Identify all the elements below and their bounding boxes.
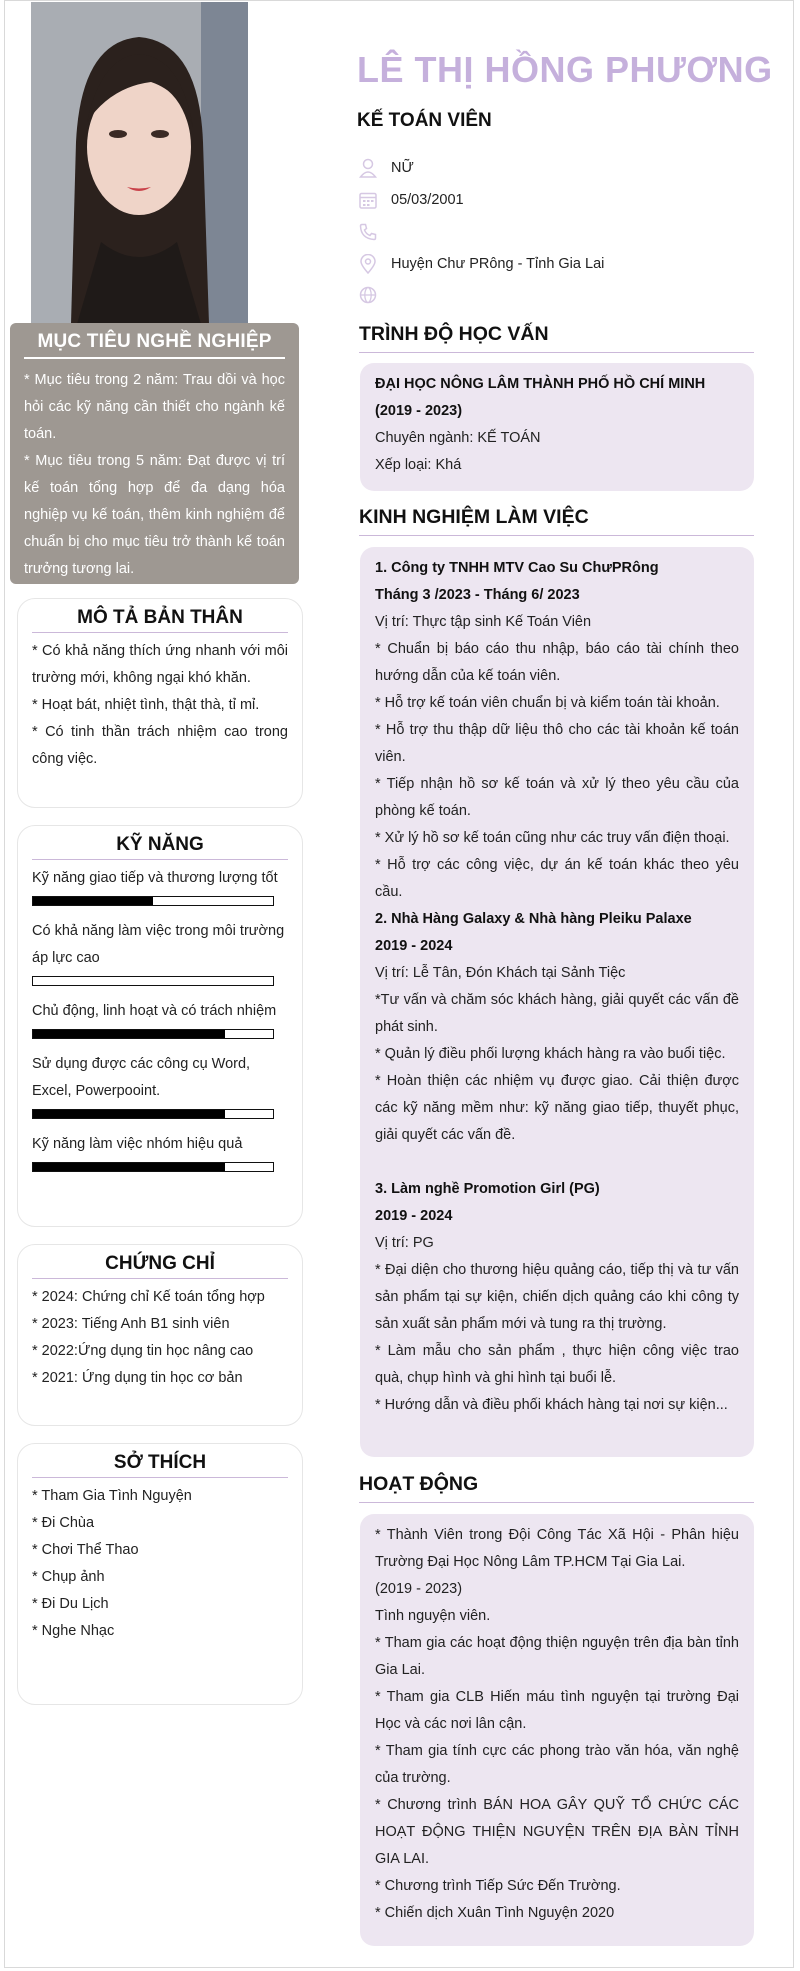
about-me-section <box>17 598 303 808</box>
hobbies-section <box>17 1443 303 1705</box>
job-company: 2. Nhà Hàng Galaxy & Nhà hàng Pleiku Palaxe <box>375 911 692 927</box>
birthdate-row <box>357 187 464 213</box>
hobby-item: * Đi Du Lịch <box>32 1596 109 1612</box>
certificates-title: CHỨNG CHỈ <box>32 1253 288 1279</box>
job-duty: * Hỗ trợ thu thập dữ liệu thô cho các tài khoản kế toán viên. <box>375 722 739 765</box>
user-icon <box>357 157 379 179</box>
job-duty: * Đại diện cho thương hiệu quảng cáo, tiếp thị và tư vấn sản phẩm tại sự kiện, chiến dịch quảng cáo khi công ty sản xuất sản phẩm mới và tung ra thị trường. <box>375 1262 739 1332</box>
skill-label: Kỹ năng giao tiếp và thương lượng tốt <box>32 870 278 886</box>
candidate-name: LÊ THỊ HỒNG PHƯƠNG <box>357 49 773 90</box>
education-title: TRÌNH ĐỘ HỌC VẤN <box>359 323 754 353</box>
about-title: MÔ TẢ BẢN THÂN <box>32 607 288 633</box>
education-years: (2019 - 2023) <box>375 403 463 419</box>
skill-item <box>32 998 288 1039</box>
activity-role: Tình nguyện viên. <box>375 1608 491 1624</box>
career-objective-section <box>10 323 299 584</box>
job-title: KẾ TOÁN VIÊN <box>357 110 492 131</box>
website-row <box>357 282 391 308</box>
skill-bar <box>32 1162 274 1172</box>
education-major: Chuyên ngành: KẾ TOÁN <box>375 430 541 446</box>
activity-years: (2019 - 2023) <box>375 1581 463 1597</box>
gender-value: NỮ <box>391 160 414 176</box>
birthdate-value: 05/03/2001 <box>391 192 464 208</box>
activities-title: HOẠT ĐỘNG <box>359 1473 754 1503</box>
job-position: Vị trí: Thực tập sinh Kế Toán Viên <box>375 614 592 630</box>
certificate-item: * 2024: Chứng chỉ Kế toán tổng hợp <box>32 1289 265 1305</box>
skill-item <box>32 918 288 986</box>
skill-label: Có khả năng làm việc trong môi trường áp lực cao <box>32 923 285 966</box>
education-grade: Xếp loại: Khá <box>375 457 462 473</box>
skill-item <box>32 865 288 906</box>
activities-box <box>360 1514 754 1946</box>
skill-bar <box>32 1029 274 1039</box>
activity-item: * Tham gia CLB Hiến máu tình nguyện tại trường Đại Học và các nơi lân cận. <box>375 1689 739 1732</box>
certificate-item: * 2023: Tiếng Anh B1 sinh viên <box>32 1316 230 1332</box>
skill-bar-fill <box>33 897 153 905</box>
hobby-item: * Chơi Thể Thao <box>32 1542 139 1558</box>
job-period: Tháng 3 /2023 - Tháng 6/ 2023 <box>375 587 580 603</box>
education-box <box>360 363 754 491</box>
job-entry <box>375 555 739 906</box>
address-value: Huyện Chư PRông - Tỉnh Gia Lai <box>391 256 605 272</box>
skills-title: KỸ NĂNG <box>32 834 288 860</box>
address-row <box>357 251 604 277</box>
skill-item <box>32 1051 288 1119</box>
skill-bar <box>32 896 274 906</box>
activity-org: * Thành Viên trong Đội Công Tác Xã Hội - Phân hiệu Trường Đại Học Nông Lâm TP.HCM Tại Gia Lai. <box>375 1527 739 1570</box>
job-duty: * Hỗ trợ kế toán viên chuẩn bị và kiểm toán tài khoản. <box>375 695 720 711</box>
activity-item: * Tham gia các hoạt động thiện nguyện trên địa bàn tỉnh Gia Lai. <box>375 1635 739 1678</box>
activity-item: * Chương trình BÁN HOA GÂY QUỸ TỔ CHỨC CÁC HOẠT ĐỘNG THIỆN NGUYỆN TRÊN ĐỊA BÀN TỈNH GIA LAI. <box>375 1797 739 1867</box>
job-duty: * Hướng dẫn và điều phối khách hàng tại nơi sự kiện... <box>375 1397 728 1413</box>
skills-section <box>17 825 303 1227</box>
skill-bar-fill <box>33 1110 225 1118</box>
about-item: * Hoạt bát, nhiệt tình, thật thà, tỉ mỉ. <box>32 697 260 713</box>
job-duty: * Chuẩn bị báo cáo thu nhập, báo cáo tài chính theo hướng dẫn của kế toán viên. <box>375 641 739 684</box>
hobby-item: * Đi Chùa <box>32 1515 95 1531</box>
certificates-section <box>17 1244 303 1426</box>
activity-item: * Chiến dịch Xuân Tình Nguyện 2020 <box>375 1905 615 1921</box>
activity-item: * Chương trình Tiếp Sức Đến Trường. <box>375 1878 621 1894</box>
job-duty: * Làm mẫu cho sản phẩm , thực hiện công việc trao quà, chụp hình và ghi hình tại buổi lễ. <box>375 1343 739 1386</box>
skill-label: Sử dụng được các công cụ Word, Excel, Powerpooint. <box>32 1056 251 1099</box>
spacer <box>375 1149 739 1176</box>
activity-item: * Tham gia tính cực các phong trào văn hóa, văn nghệ của trường. <box>375 1743 739 1786</box>
skill-bar <box>32 976 274 986</box>
job-entry <box>375 1176 739 1419</box>
phone-icon <box>357 221 379 243</box>
about-item: * Có khả năng thích ứng nhanh với môi trường mới, không ngại khó khăn. <box>32 643 288 686</box>
school-name: ĐẠI HỌC NÔNG LÂM THÀNH PHỐ HỒ CHÍ MINH <box>375 376 706 392</box>
skill-bar-fill <box>33 1030 225 1038</box>
about-item: * Có tinh thần trách nhiệm cao trong công việc. <box>32 724 288 767</box>
skill-item <box>32 1131 288 1172</box>
job-entry <box>375 906 739 1149</box>
gender-row <box>357 155 414 181</box>
calendar-icon <box>357 189 379 211</box>
experience-box <box>360 547 754 1457</box>
job-duty: * Hoàn thiện các nhiệm vụ được giao. Cải thiện được các kỹ năng mềm như: kỹ năng giao tiếp, thuyết phục, giải quyết các vấn đề. <box>375 1073 739 1143</box>
objective-title: MỤC TIÊU NGHỀ NGHIỆP <box>24 331 285 359</box>
objective-item: * Mục tiêu trong 5 năm: Đạt được vị trí kế toán tổng hợp để đa dạng hóa nghiệp vụ kế toán, thêm kinh nghiệm để chuẩn bị cho mục tiêu trở thành kế toán trưởng tương lai. <box>24 453 285 577</box>
job-duty: *Tư vấn và chăm sóc khách hàng, giải quyết các vấn đề phát sinh. <box>375 992 739 1035</box>
hobbies-title: SỞ THÍCH <box>32 1452 288 1478</box>
skill-label: Chủ động, linh hoạt và có trách nhiệm <box>32 1003 277 1019</box>
hobby-item: * Nghe Nhạc <box>32 1623 115 1639</box>
job-duty: * Tiếp nhận hồ sơ kế toán và xử lý theo yêu cầu của phòng kế toán. <box>375 776 739 819</box>
job-period: 2019 - 2024 <box>375 938 453 954</box>
job-company: 3. Làm nghề Promotion Girl (PG) <box>375 1181 600 1197</box>
job-period: 2019 - 2024 <box>375 1208 453 1224</box>
certificate-item: * 2021: Ứng dụng tin học cơ bản <box>32 1370 243 1386</box>
hobby-item: * Tham Gia Tình Nguyện <box>32 1488 192 1504</box>
job-position: Vị trí: Lễ Tân, Đón Khách tại Sảnh Tiệc <box>375 965 626 981</box>
location-pin-icon <box>357 253 379 275</box>
experience-title: KINH NGHIỆM LÀM VIỆC <box>359 506 754 536</box>
skill-bar-fill <box>33 1163 225 1171</box>
objective-item: * Mục tiêu trong 2 năm: Trau dồi và học hỏi các kỹ năng cần thiết cho ngành kế toán. <box>24 372 285 442</box>
certificate-item: * 2022:Ứng dụng tin học nâng cao <box>32 1343 254 1359</box>
skill-label: Kỹ năng làm việc nhóm hiệu quả <box>32 1136 243 1152</box>
profile-photo <box>31 2 248 324</box>
phone-row <box>357 219 391 245</box>
resume-page <box>4 0 794 1968</box>
hobby-item: * Chụp ảnh <box>32 1569 105 1585</box>
skill-bar <box>32 1109 274 1119</box>
globe-icon <box>357 284 379 306</box>
job-duty: * Xử lý hồ sơ kế toán cũng như các truy vấn điện thoại. <box>375 830 730 846</box>
job-duty: * Hỗ trợ các công việc, dự án kế toán khác theo yêu cầu. <box>375 857 739 900</box>
job-position: Vị trí: PG <box>375 1235 434 1251</box>
job-duty: * Quản lý điều phối lượng khách hàng ra vào buổi tiệc. <box>375 1046 726 1062</box>
job-company: 1. Công ty TNHH MTV Cao Su ChưPRông <box>375 560 659 576</box>
